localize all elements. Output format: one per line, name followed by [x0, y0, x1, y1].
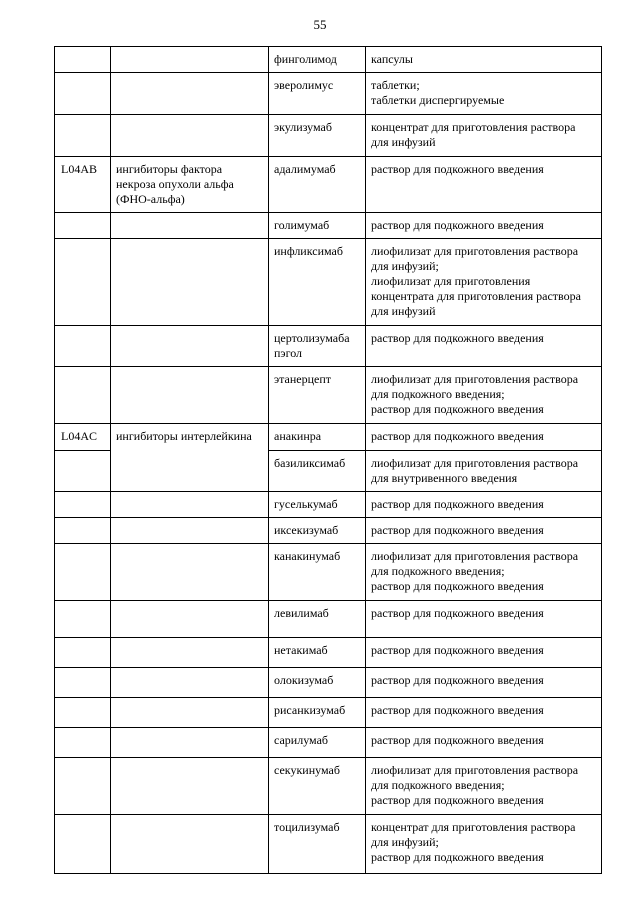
group-cell — [111, 47, 269, 73]
dosage-form-cell: капсулы — [366, 47, 602, 73]
group-cell — [111, 213, 269, 239]
dosage-form-cell: лиофилизат для приготовления раствора для инфузий; лиофилизат для приготовления концентрата для приготовления раствора для инфузий — [371, 244, 581, 318]
table-row — [55, 601, 602, 638]
dosage-form-cell: раствор для подкожного введения — [366, 492, 602, 518]
group-cell — [111, 492, 269, 518]
dosage-form-cell: раствор для подкожного введения — [366, 518, 602, 544]
table-row — [55, 73, 602, 115]
dosage-form-cell: раствор для подкожного введения — [366, 668, 602, 698]
table-row — [55, 424, 602, 451]
group-cell — [111, 239, 269, 326]
atc-code-cell — [55, 239, 111, 326]
group-cell — [111, 451, 269, 492]
table-row — [55, 239, 602, 326]
table-row — [55, 47, 602, 73]
drug-name-cell: рисанкизумаб — [269, 698, 366, 728]
atc-code-cell: L04AC — [55, 424, 111, 451]
dosage-form-cell: раствор для подкожного введения — [366, 213, 602, 239]
group-cell — [111, 815, 269, 874]
dosage-form-cell: раствор для подкожного введения — [366, 326, 602, 367]
drug-name-cell: экулизумаб — [269, 115, 366, 157]
dosage-form-cell: концентрат для приготовления раствора для инфузий — [371, 120, 576, 149]
atc-code-cell — [55, 492, 111, 518]
atc-code-cell — [55, 698, 111, 728]
drug-name-cell: сарилумаб — [269, 728, 366, 758]
drug-name-cell: цертолизумаба пэгол — [274, 331, 350, 360]
drug-name-cell: этанерцепт — [269, 367, 366, 424]
table-row — [55, 492, 602, 518]
group-cell — [111, 367, 269, 424]
atc-code-cell — [55, 115, 111, 157]
dosage-form-cell: лиофилизат для приготовления раствора для подкожного введения; раствор для подкожного введения — [371, 549, 579, 593]
drug-name-cell: тоцилизумаб — [269, 815, 366, 874]
dosage-form-cell: раствор для подкожного введения — [366, 638, 602, 668]
page-number: 55 — [313, 17, 327, 32]
atc-code-cell — [55, 73, 111, 115]
drug-name-cell: гуселькумаб — [269, 492, 366, 518]
dosage-form-cell: таблетки; таблетки диспергируемые — [371, 78, 505, 107]
dosage-form-cell: лиофилизат для приготовления раствора для подкожного введения; раствор для подкожного введения — [371, 763, 579, 807]
dosage-form-cell: раствор для подкожного введения — [366, 601, 602, 638]
atc-code-cell — [55, 758, 111, 815]
table-row — [55, 157, 602, 213]
atc-code-cell — [55, 326, 111, 367]
drug-name-cell: олокизумаб — [269, 668, 366, 698]
drug-name-cell: канакинумаб — [269, 544, 366, 601]
atc-code-cell — [55, 668, 111, 698]
group-cell — [111, 115, 269, 157]
atc-code-cell: L04AB — [55, 157, 111, 213]
table-row — [55, 668, 602, 698]
atc-code-cell — [55, 47, 111, 73]
atc-code-cell — [55, 544, 111, 601]
atc-code-cell — [55, 518, 111, 544]
dosage-form-cell: раствор для подкожного введения — [366, 157, 602, 213]
dosage-form-cell: концентрат для приготовления раствора для инфузий; раствор для подкожного введения — [371, 820, 576, 864]
group-cell — [111, 638, 269, 668]
table-row — [55, 544, 602, 601]
atc-code-cell — [55, 367, 111, 424]
drug-name-cell: секукинумаб — [269, 758, 366, 815]
drug-name-cell: левилимаб — [269, 601, 366, 638]
drug-name-cell: адалимумаб — [269, 157, 366, 213]
atc-code-cell — [55, 451, 111, 492]
table-row — [55, 758, 602, 815]
dosage-form-cell: лиофилизат для приготовления раствора для внутривенного введения — [371, 456, 579, 485]
group-cell — [111, 518, 269, 544]
dosage-form-cell: раствор для подкожного введения — [366, 728, 602, 758]
drug-name-cell: голимумаб — [269, 213, 366, 239]
group-cell — [111, 326, 269, 367]
drug-name-cell: анакинра — [269, 424, 366, 451]
table-row — [55, 326, 602, 367]
drug-name-cell: базиликсимаб — [269, 451, 366, 492]
group-cell — [111, 758, 269, 815]
drug-name-cell: иксекизумаб — [269, 518, 366, 544]
atc-code-cell — [55, 638, 111, 668]
drug-name-cell: нетакимаб — [269, 638, 366, 668]
table-row — [55, 367, 602, 424]
group-cell: ингибиторы интерлейкина — [111, 424, 269, 451]
table-row — [55, 213, 602, 239]
table-row — [55, 728, 602, 758]
atc-code-cell — [55, 815, 111, 874]
group-cell — [111, 544, 269, 601]
drug-name-cell: эверолимус — [269, 73, 366, 115]
group-cell — [111, 668, 269, 698]
dosage-form-cell: раствор для подкожного введения — [366, 698, 602, 728]
group-cell — [111, 73, 269, 115]
table-row — [55, 518, 602, 544]
group-cell — [111, 728, 269, 758]
group-cell — [111, 601, 269, 638]
drug-table — [54, 46, 602, 874]
table-row — [55, 638, 602, 668]
atc-code-cell — [55, 213, 111, 239]
table-row — [55, 451, 602, 492]
atc-code-cell — [55, 728, 111, 758]
table-row — [55, 115, 602, 157]
dosage-form-cell: раствор для подкожного введения — [366, 424, 602, 451]
group-cell — [111, 698, 269, 728]
drug-name-cell: инфликсимаб — [269, 239, 366, 326]
group-cell: ингибиторы фактора некроза опухоли альфа (ФНО-альфа) — [116, 162, 234, 206]
atc-code-cell — [55, 601, 111, 638]
dosage-form-cell: лиофилизат для приготовления раствора для подкожного введения; раствор для подкожного введения — [371, 372, 579, 416]
table-row — [55, 698, 602, 728]
drug-name-cell: финголимод — [269, 47, 366, 73]
table-row — [55, 815, 602, 874]
